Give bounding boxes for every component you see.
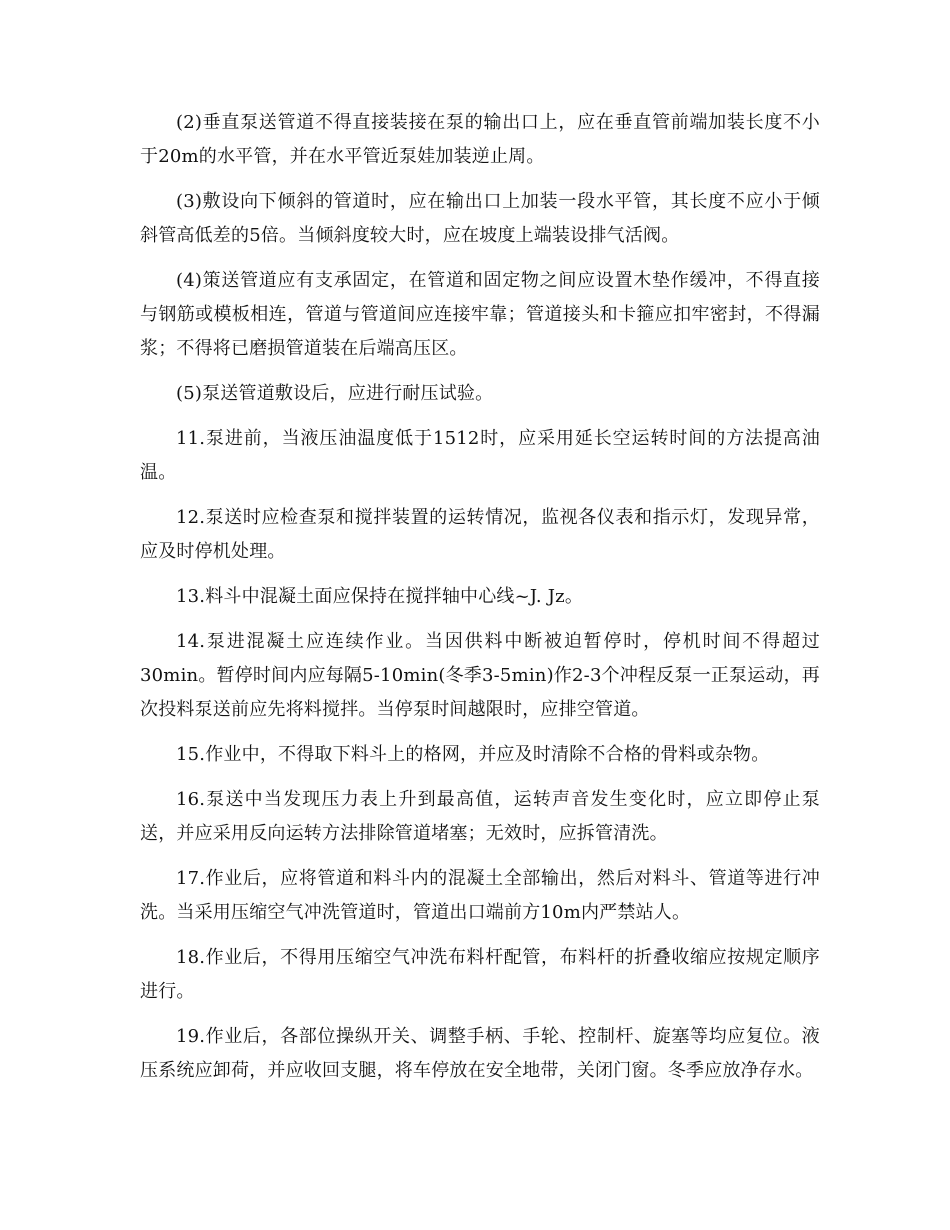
document-body bbox=[140, 106, 820, 1099]
paragraph-item-2: (2)垂直泵送管道不得直接装接在泵的输出口上，应在垂直管前端加装长度不小于20m的水平管，并在水平管近泵娃加装逆止周。 bbox=[140, 112, 820, 167]
paragraph-15: 15.作业中，不得取下料斗上的格网，并应及时清除不合格的骨料或杂物。 bbox=[176, 744, 770, 765]
paragraph-item-4: (4)策送管道应有支承固定，在管道和固定物之间应设置木垫作缓冲，不得直接与钢筋或模板相连，管道与管道间应连接牢靠；管道接头和卡箍应扣牢密封，不得漏浆；不得将已磨损管道装在后端高压区。 bbox=[140, 270, 820, 359]
paragraph-item-3: (3)敷设向下倾斜的管道时，应在输出口上加装一段水平管，其长度不应小于倾斜管高低差的5倍。当倾斜度较大时，应在坡度上端装设排气活阀。 bbox=[140, 191, 820, 246]
paragraph-12: 12.泵送时应检查泵和搅拌装置的运转情况，监视各仪表和指示灯，发现异常，应及时停机处理。 bbox=[140, 507, 820, 562]
paragraph-16: 16.泵送中当发现压力表上升到最高值，运转声音发生变化时，应立即停止泵送，并应采用反向运转方法排除管道堵塞；无效时，应拆管清洗。 bbox=[140, 789, 820, 844]
paragraph-14: 14.泵进混凝土应连续作业。当因供料中断被迫暂停时，停机时间不得超过30min。暂停时间内应每隔5-10min(冬季3-5min)作2-3个冲程反泵一正泵运动，再次投料泵送前应先将料搅拌。当停泵时间越限时，应排空管道。 bbox=[140, 631, 821, 720]
paragraph-13: 13.料斗中混凝土面应保持在搅拌轴中心线~J. Jz。 bbox=[176, 586, 584, 607]
paragraph-18: 18.作业后，不得用压缩空气冲洗布料杆配管，布料杆的折叠收缩应按规定顺序进行。 bbox=[140, 947, 820, 1002]
paragraph-item-5: (5)泵送管道敷设后，应进行耐压试验。 bbox=[176, 383, 494, 404]
paragraph-17: 17.作业后，应将管道和料斗内的混凝土全部输出，然后对料斗、管道等进行冲洗。当采用压缩空气冲洗管道时，管道出口端前方10m内严禁站人。 bbox=[140, 868, 820, 923]
paragraph-19: 19.作业后，各部位操纵开关、调整手柄、手轮、控制杆、旋塞等均应复位。液压系统应卸荷，并应收回支腿，将车停放在安全地带，关闭门窗。冬季应放净存水。 bbox=[140, 1026, 820, 1081]
paragraph-11: 11.泵进前，当液压油温度低于1512时，应采用延长空运转时间的方法提高油温。 bbox=[140, 428, 820, 483]
